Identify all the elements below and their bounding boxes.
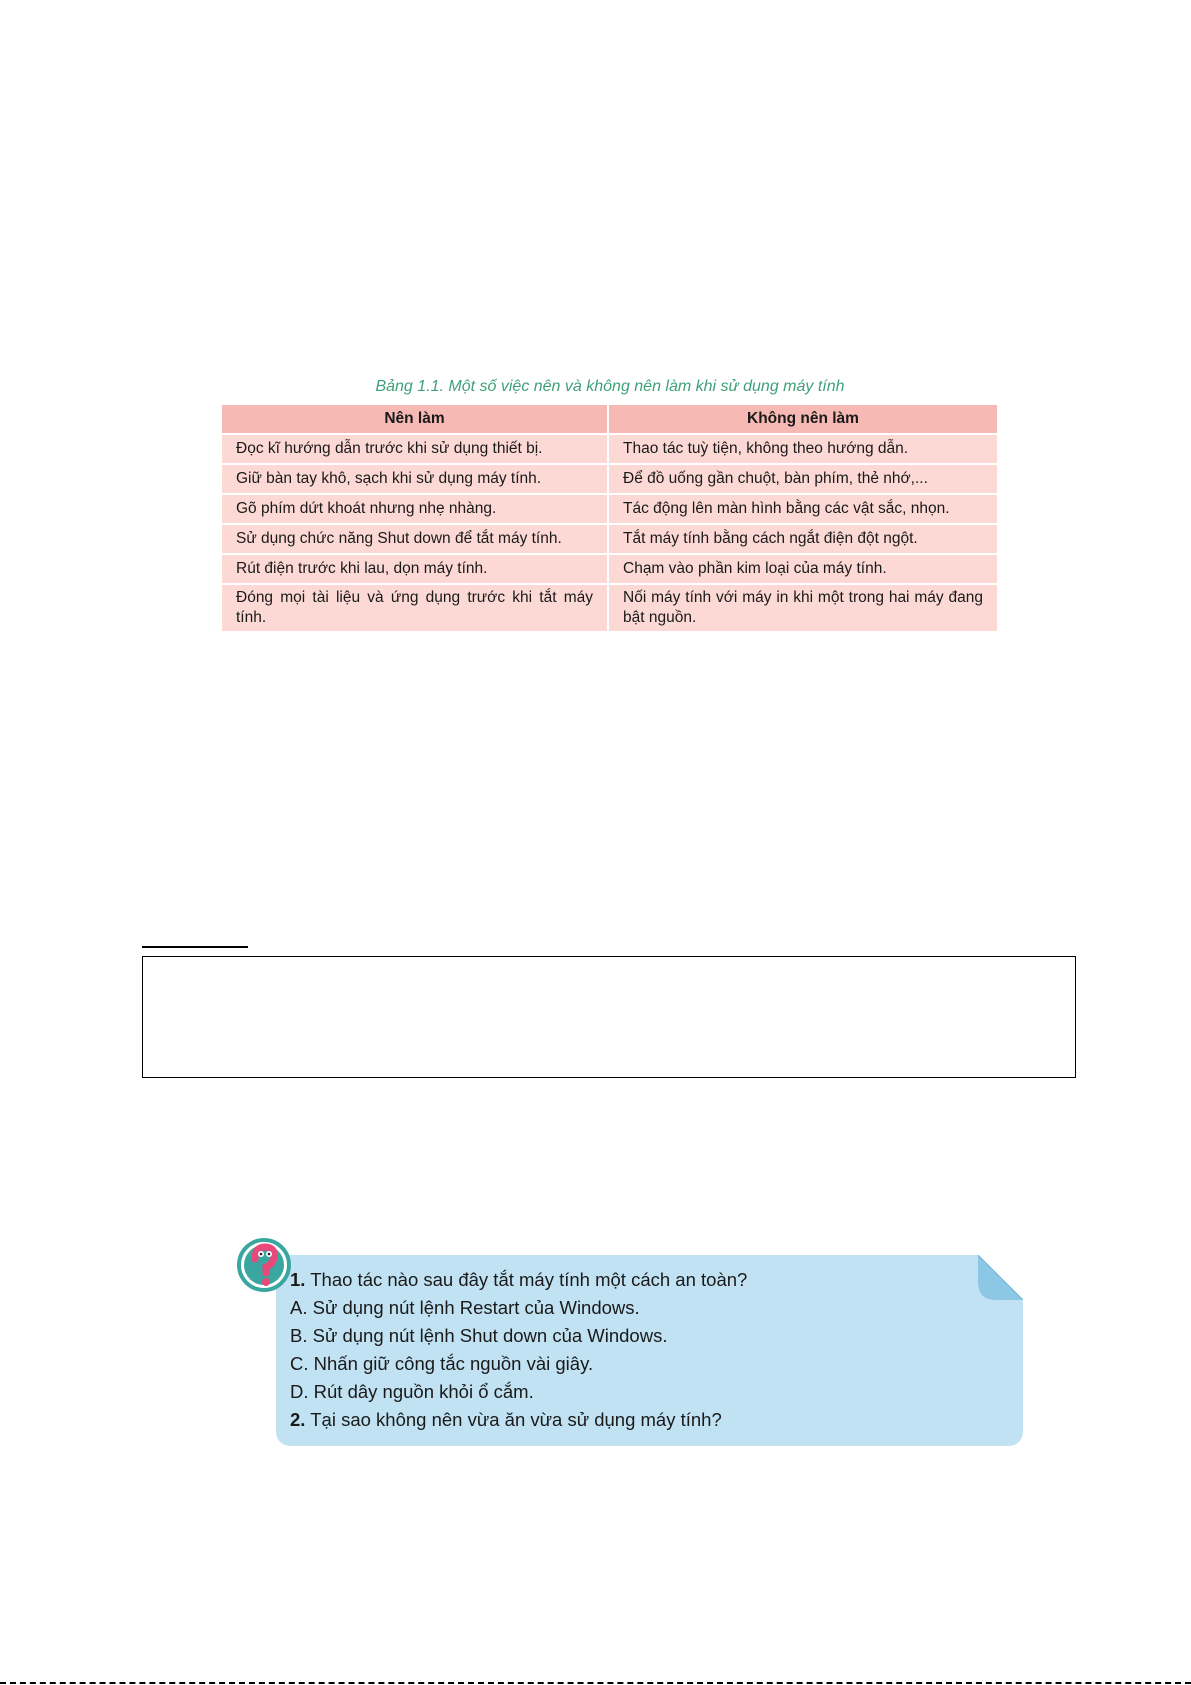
table-cell: Đọc kĩ hướng dẫn trước khi sử dụng thiết bị. xyxy=(222,434,608,464)
question-mascot-icon xyxy=(236,1237,292,1293)
option-a: A. Sử dụng nút lệnh Restart của Windows. xyxy=(290,1297,640,1318)
option-c: C. Nhấn giữ công tắc nguồn vài giây. xyxy=(290,1353,594,1374)
note-box xyxy=(142,956,1076,1078)
question-1-text: Thao tác nào sau đây tắt máy tính một cách an toàn? xyxy=(305,1269,748,1290)
question-1-number: 1. xyxy=(290,1269,306,1290)
table-cell: Thao tác tuỳ tiện, không theo hướng dẫn. xyxy=(608,434,998,464)
question-2 xyxy=(290,1406,990,1434)
header-should-do: Nên làm xyxy=(222,405,608,434)
header-should-not-do: Không nên làm xyxy=(608,405,998,434)
table-caption: Bảng 1.1. Một số việc nên và không nên làm khi sử dụng máy tính xyxy=(375,378,845,395)
table-cell: Tắt máy tính bằng cách ngắt điện đột ngột. xyxy=(608,524,998,554)
table-cell: Rút điện trước khi lau, dọn máy tính. xyxy=(222,554,608,584)
option-d: D. Rút dây nguồn khỏi ổ cắm. xyxy=(290,1381,534,1402)
table-row xyxy=(222,464,998,494)
table-cell: Nối máy tính với máy in khi một trong hai máy đang bật nguồn. xyxy=(608,584,998,632)
question-list xyxy=(290,1266,990,1434)
question-1 xyxy=(290,1266,990,1294)
note-heading-underline xyxy=(142,946,248,948)
table-cell: Sử dụng chức năng Shut down để tắt máy tính. xyxy=(222,524,608,554)
table-row xyxy=(222,554,998,584)
table-row xyxy=(222,434,998,464)
option-b: B. Sử dụng nút lệnh Shut down của Windows. xyxy=(290,1325,668,1346)
table-header-row xyxy=(222,405,998,434)
table-cell: Chạm vào phần kim loại của máy tính. xyxy=(608,554,998,584)
table-cell: Gõ phím dứt khoát nhưng nhẹ nhàng. xyxy=(222,494,608,524)
table-cell: Để đồ uống gần chuột, bàn phím, thẻ nhớ,... xyxy=(608,464,998,494)
table-cell: Đóng mọi tài liệu và ứng dụng trước khi tắt máy tính. xyxy=(222,584,608,632)
table-row xyxy=(222,494,998,524)
table-row xyxy=(222,524,998,554)
table-cell: Tác động lên màn hình bằng các vật sắc, nhọn. xyxy=(608,494,998,524)
table-row xyxy=(222,584,998,632)
page-bottom-divider xyxy=(0,1682,1191,1684)
dos-donts-table xyxy=(222,405,999,633)
question-2-text: Tại sao không nên vừa ăn vừa sử dụng máy tính? xyxy=(305,1409,722,1430)
question-2-number: 2. xyxy=(290,1409,306,1430)
table-cell: Giữ bàn tay khô, sạch khi sử dụng máy tính. xyxy=(222,464,608,494)
